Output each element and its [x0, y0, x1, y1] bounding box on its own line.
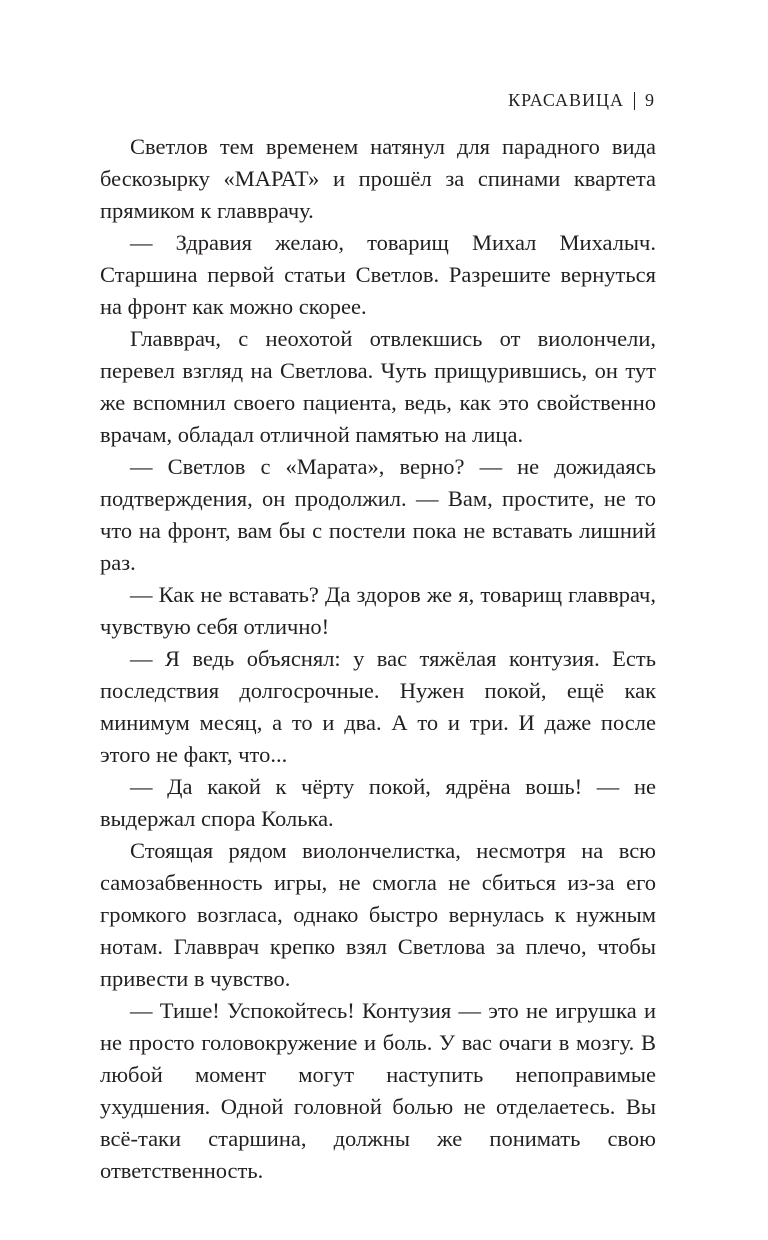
body-text	[100, 131, 656, 1187]
paragraph: — Как не вставать? Да здоров же я, товарищ главврач, чувствую себя отлично!	[100, 582, 656, 639]
paragraph: Стоящая рядом виолончелистка, несмотря на всю самозабвенность игры, не смогла не сбиться из-за его громкого возгласа, однако быстро вернулась к нужным нотам. Главврач крепко взял Светлова за плечо, чтобы привести в чувство.	[100, 838, 656, 991]
header-separator	[634, 92, 635, 110]
paragraph: — Тише! Успокойтесь! Контузия — это не игрушка и не просто головокружение и боль. У вас очаги в мозгу. В любой момент могут наступить непоправимые ухудшения. Одной головной болью не отделаетесь. Вы всё-таки старшина, должны же понимать свою ответственность.	[100, 998, 656, 1183]
paragraph: — Да какой к чёрту покой, ядрёна вошь! — не выдержал спора Колька.	[100, 774, 656, 831]
chapter-title: КРАСАВИЦА	[508, 90, 624, 110]
page-number: 9	[645, 90, 655, 110]
paragraph: — Я ведь объяснял: у вас тяжёлая контузия. Есть последствия долгосрочные. Нужен покой, ещё как минимум месяц, а то и два. А то и три. И даже после этого не факт, что...	[100, 646, 656, 767]
paragraph: — Светлов с «Марата», верно? — не дожидаясь подтверждения, он продолжил. — Вам, простите, не то что на фронт, вам бы с постели пока не вставать лишний раз.	[100, 454, 656, 575]
paragraph: — Здравия желаю, товарищ Михал Михалыч. Старшина первой статьи Светлов. Разрешите вернуться на фронт как можно скорее.	[100, 230, 656, 319]
paragraph: Светлов тем временем натянул для парадного вида бескозырку «МАРАТ» и прошёл за спинами квартета прямиком к главврачу.	[100, 134, 656, 223]
running-head	[508, 90, 655, 111]
paragraph: Главврач, с неохотой отвлекшись от виолончели, перевел взгляд на Светлова. Чуть прищурившись, он тут же вспомнил своего пациента, ведь, как это свойственно врачам, обладал отличной памятью на лица.	[100, 326, 656, 447]
